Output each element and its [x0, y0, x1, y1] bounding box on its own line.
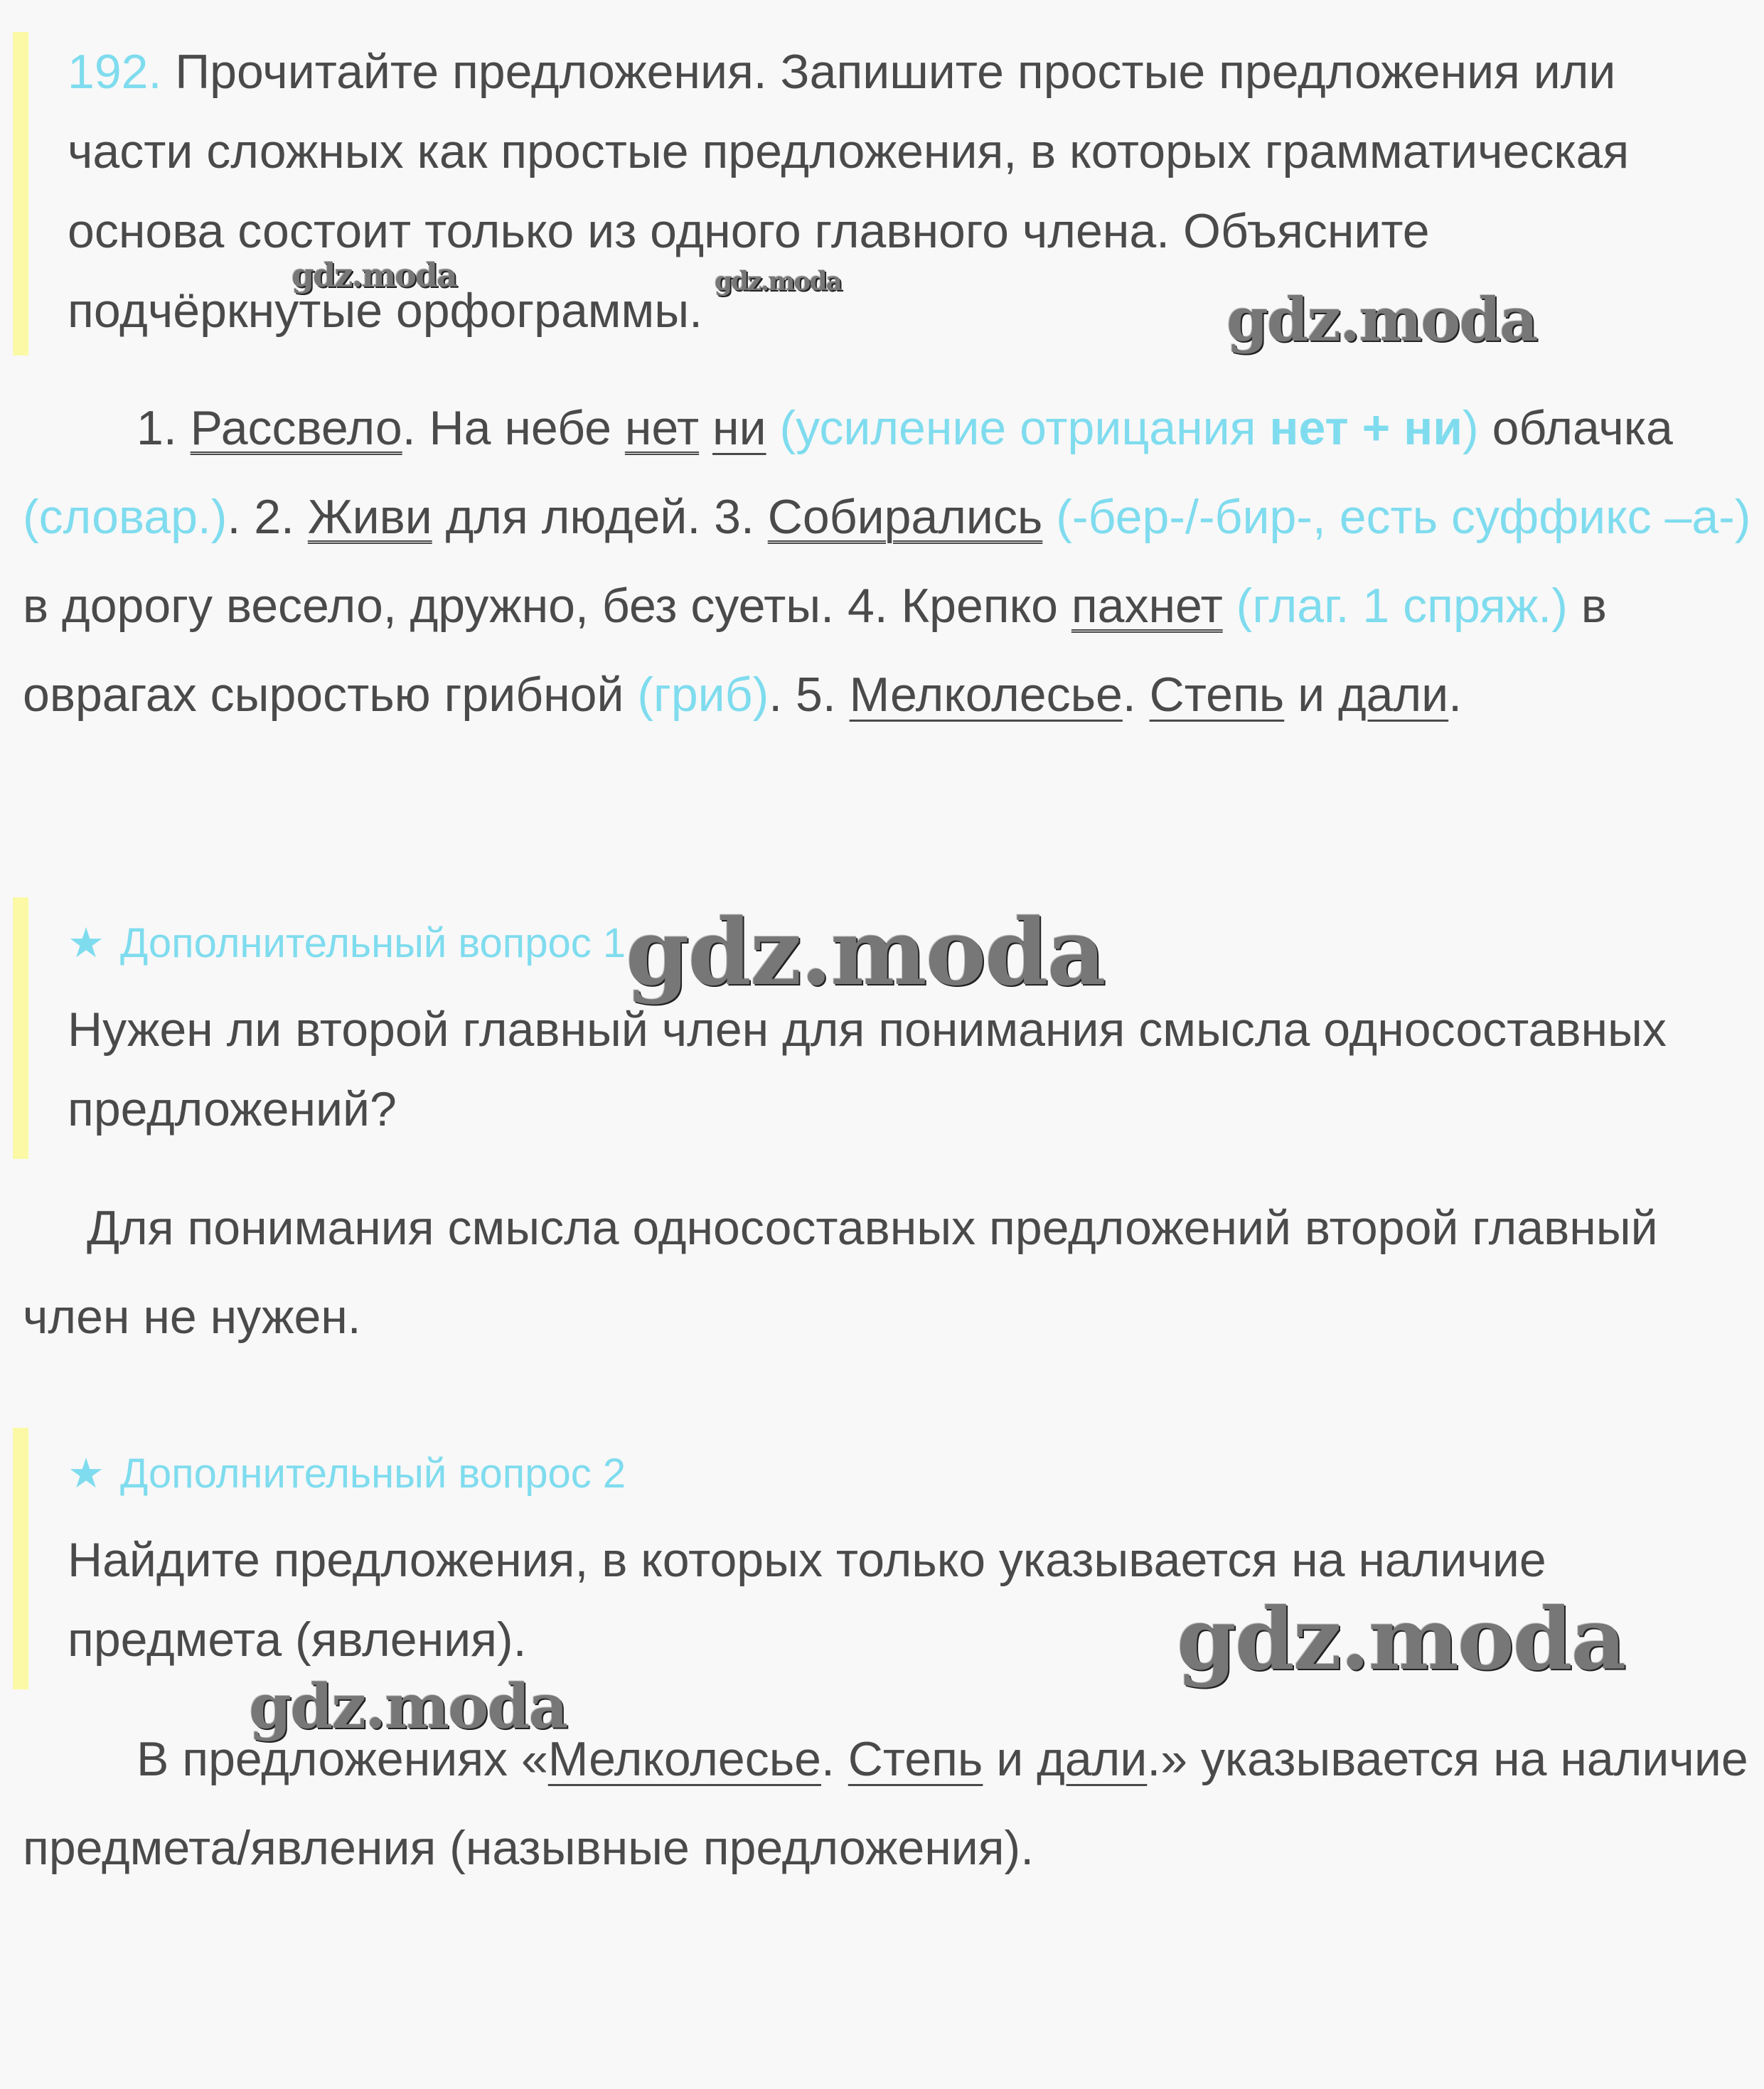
question1-label: Дополнительный вопрос 1 [120, 920, 626, 966]
task-answer [13, 384, 1758, 739]
answer-text: в дорогу весело, дружно, без суеты. 4. Крепко [23, 579, 1071, 633]
word-dali: дали [1037, 1732, 1148, 1786]
star-icon: ★ [68, 1450, 105, 1497]
answer-text [766, 401, 780, 455]
answer-text: и [983, 1732, 1037, 1786]
answer-text: . [821, 1732, 848, 1786]
answer-text: . На небе [402, 401, 625, 455]
question1-answer: Для понимания смысла односоставных предложений второй главный член не нужен. [23, 1201, 1658, 1344]
answer-text: . 2. [227, 490, 308, 544]
word-step: Степь [848, 1732, 983, 1786]
hint-text: ) [1463, 401, 1479, 455]
word-pakhnet: пахнет [1071, 579, 1223, 633]
watermark: gdz.moda [1226, 284, 1537, 355]
question2-header [68, 1428, 1748, 1520]
answer-text: . 5. [769, 668, 850, 722]
watermark: gdz.moda [292, 256, 456, 294]
word-ni: ни [712, 401, 766, 455]
answer-text: . [1122, 668, 1150, 722]
hint-glag: (глаг. 1 спряж.) [1236, 579, 1568, 633]
word-step: Степь [1149, 668, 1285, 722]
answer-text: в оврагах сыростью грибной [23, 579, 1607, 722]
star-icon: ★ [68, 920, 105, 966]
answer-text [1042, 490, 1056, 544]
answer-text [1223, 579, 1236, 633]
watermark: gdz.moda [626, 899, 1105, 1006]
hint-text: (усиление отрицания [779, 401, 1270, 455]
answer-text: .» указывается на наличие предмета/явления (назывные предложения). [23, 1732, 1748, 1875]
word-melkolese: Мелколесье [547, 1732, 821, 1786]
answer-text: и [1284, 668, 1338, 722]
hint-ber-bir: (-бер-/-бир-, есть суффикс –а-) [1056, 490, 1751, 544]
question1-text: Нужен ли второй главный член для понимания смысла односоставных предложений? [68, 1003, 1667, 1136]
answer-text: для людей. 3. [432, 490, 768, 544]
word-net: нет [624, 401, 700, 455]
hint-negation [779, 401, 1478, 455]
answer-text: В предложениях « [137, 1732, 548, 1786]
hint-grib: (гриб) [637, 668, 769, 722]
answer-text: . [1448, 668, 1463, 722]
word-melkolese: Мелколесье [849, 668, 1123, 722]
hint-slovar: (словар.) [23, 490, 228, 544]
watermark: gdz.moda [249, 1671, 567, 1743]
sentence-number: 1. [137, 401, 177, 455]
word-zhivi: Живи [307, 490, 432, 544]
question2-text: Найдите предложения, в которых только указывается на наличие предмета (явления). [68, 1533, 1546, 1667]
watermark: gdz.moda [1177, 1589, 1625, 1689]
answer-text [699, 401, 712, 455]
task-number: 192. [68, 45, 162, 99]
word-sobiralis: Собирались [767, 490, 1043, 544]
word-dali: дали [1338, 668, 1449, 722]
watermark: gdz.moda [715, 267, 841, 296]
task-text: Прочитайте предложения. Запишите простые предложения или части сложных как простые предложения, в которых грамматическая основа состоит только из одного главного члена. Объясните подчёркнутые орфограммы. [68, 45, 1630, 338]
answer-text [1479, 401, 1492, 455]
word-oblachka: облачка [1492, 401, 1673, 455]
hint-bold: нет + ни [1269, 401, 1463, 455]
question2-label: Дополнительный вопрос 2 [120, 1450, 626, 1497]
word-rassvelo: Рассвело [190, 401, 402, 455]
